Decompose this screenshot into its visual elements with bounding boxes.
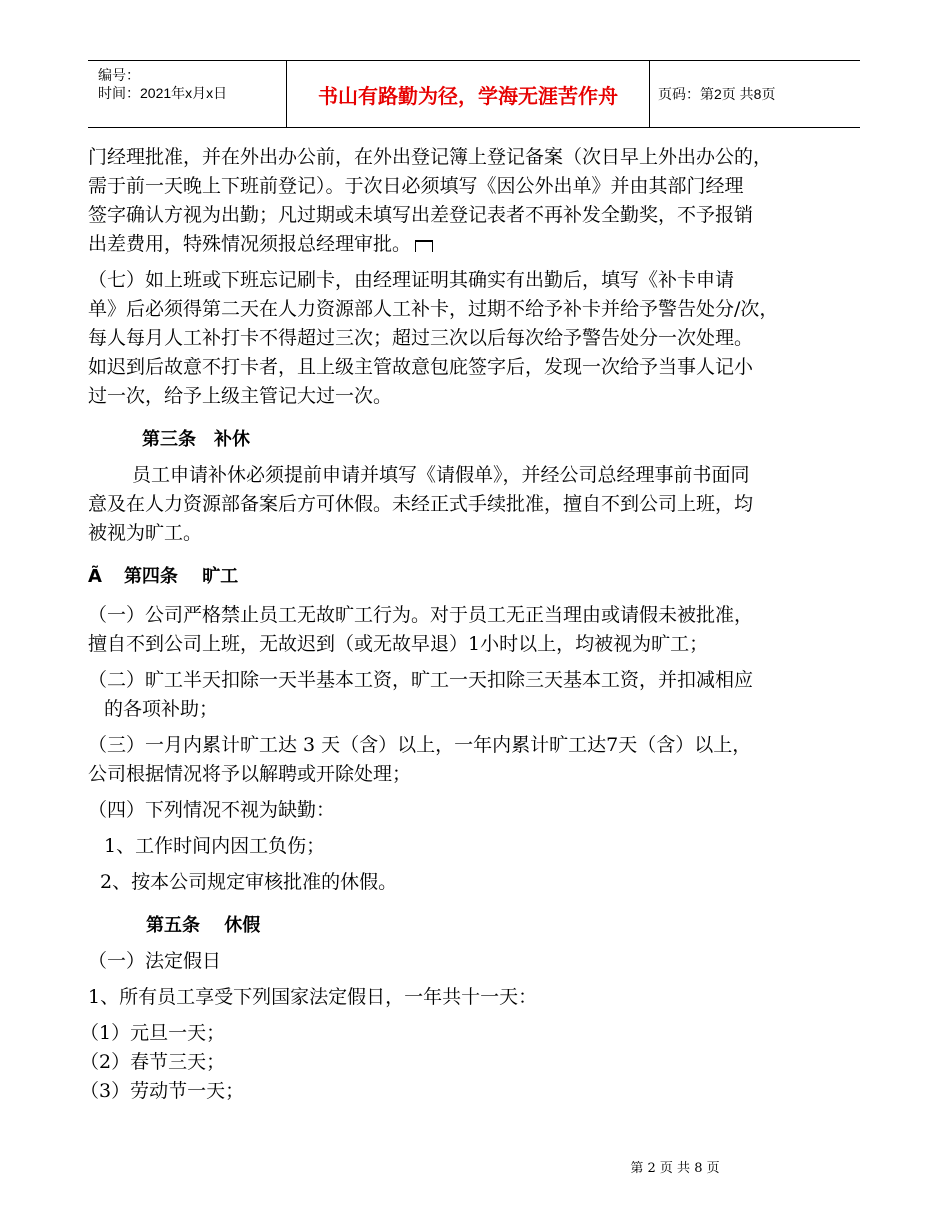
paragraph-line: 单》后必须得第二天在人力资源部人工补卡，过期不给予补卡并给予警告处分/次，: [88, 298, 779, 320]
paragraph-line: （四）下列情况不视为缺勤：: [88, 799, 336, 821]
paragraph-line: 擅自不到公司上班，无故迟到（或无故早退）1小时以上，均被视为旷工；: [88, 633, 709, 655]
paragraph-line: 员工申请补休必须提前申请并填写《请假单》，并经公司总经理事前书面同: [132, 464, 750, 486]
paragraph-line: 过一次，给予上级主管记大过一次。: [88, 385, 393, 407]
section-heading-5: 第五条 休假: [146, 915, 261, 936]
list-item: （3）劳动节一天；: [80, 1080, 245, 1102]
paragraph-line: 需于前一天晚上下班前登记）。于次日必须填写《因公外出单》并由其部门经理: [88, 175, 744, 197]
paragraph-line: （二）旷工半天扣除一天半基本工资，旷工一天扣除三天基本工资，并扣减相应: [88, 669, 754, 691]
paragraph-text: 出差费用，特殊情况须报总经理审批。: [88, 233, 412, 255]
paragraph-line: 意及在人力资源部备案后方可休假。未经正式手续批准，擅自不到公司上班，均: [88, 493, 754, 515]
header-page-label: 页码：第2页 共8页: [658, 86, 776, 102]
heading-text: 第四条 旷工: [123, 566, 239, 587]
header-meta: [88, 61, 286, 127]
header-motto: 书山有路勤为径，学海无涯苦作舟: [318, 83, 618, 108]
paragraph-line: 每人每月人工补打卡不得超过三次；超过三次以后每次给予警告处分一次处理。: [88, 327, 754, 349]
paragraph-line: （三）一月内累计旷工达 3 天（含）以上，一年内累计旷工达7天（含）以上，: [88, 734, 752, 756]
paragraph-line: 被视为旷工。: [88, 522, 203, 544]
paragraph-line: 公司根据情况将予以解聘或开除处理；: [88, 763, 412, 785]
footer-page-number: 第 2 页 共 8 页: [630, 1161, 720, 1176]
list-item: 2、按本公司规定审核批准的休假。: [100, 871, 398, 893]
time-label: 时间：2021年x月x日: [98, 85, 228, 101]
header-page-cell: [648, 61, 860, 127]
paragraph-line: 签字确认方视为出勤；凡过期或未填写出差登记表者不再补发全勤奖，不予报销: [88, 204, 754, 226]
paragraph-line: （七）如上班或下班忘记刷卡，由经理证明其确实有出勤后，填写《补卡申请: [88, 269, 735, 291]
section-heading-4: [88, 562, 868, 591]
paragraph-line: （一）法定假日: [88, 950, 222, 972]
section-heading-3: 第三条 补休: [142, 429, 250, 450]
paragraph-line: （一）公司严格禁止员工无故旷工行为。对于员工无正当理由或请假未被批准，: [88, 604, 754, 626]
paragraph-line: [88, 230, 868, 259]
edit-mark-icon: [415, 240, 433, 252]
paragraph-line: 1、所有员工享受下列国家法定假日，一年共十一天：: [88, 986, 538, 1008]
paragraph-line: 的各项补助；: [104, 698, 219, 720]
page-footer: [0, 1157, 950, 1176]
serial-label: 编号：: [98, 67, 140, 83]
list-item: （1）元旦一天；: [80, 1022, 226, 1044]
header-motto-cell: [286, 61, 650, 127]
list-item: （2）春节三天；: [80, 1051, 226, 1073]
page-header: [88, 60, 860, 128]
paragraph-line: 如迟到后故意不打卡者，且上级主管故意包庇签字后，发现一次给予当事人记小: [88, 356, 754, 378]
paragraph-line: 门经理批准，并在外出办公前，在外出登记簿上登记备案（次日早上外出办公的，: [88, 146, 773, 168]
list-item: 1、工作时间内因工负伤；: [104, 835, 326, 857]
document-body: [80, 143, 868, 1106]
bullet-mark: Ã: [88, 566, 102, 587]
